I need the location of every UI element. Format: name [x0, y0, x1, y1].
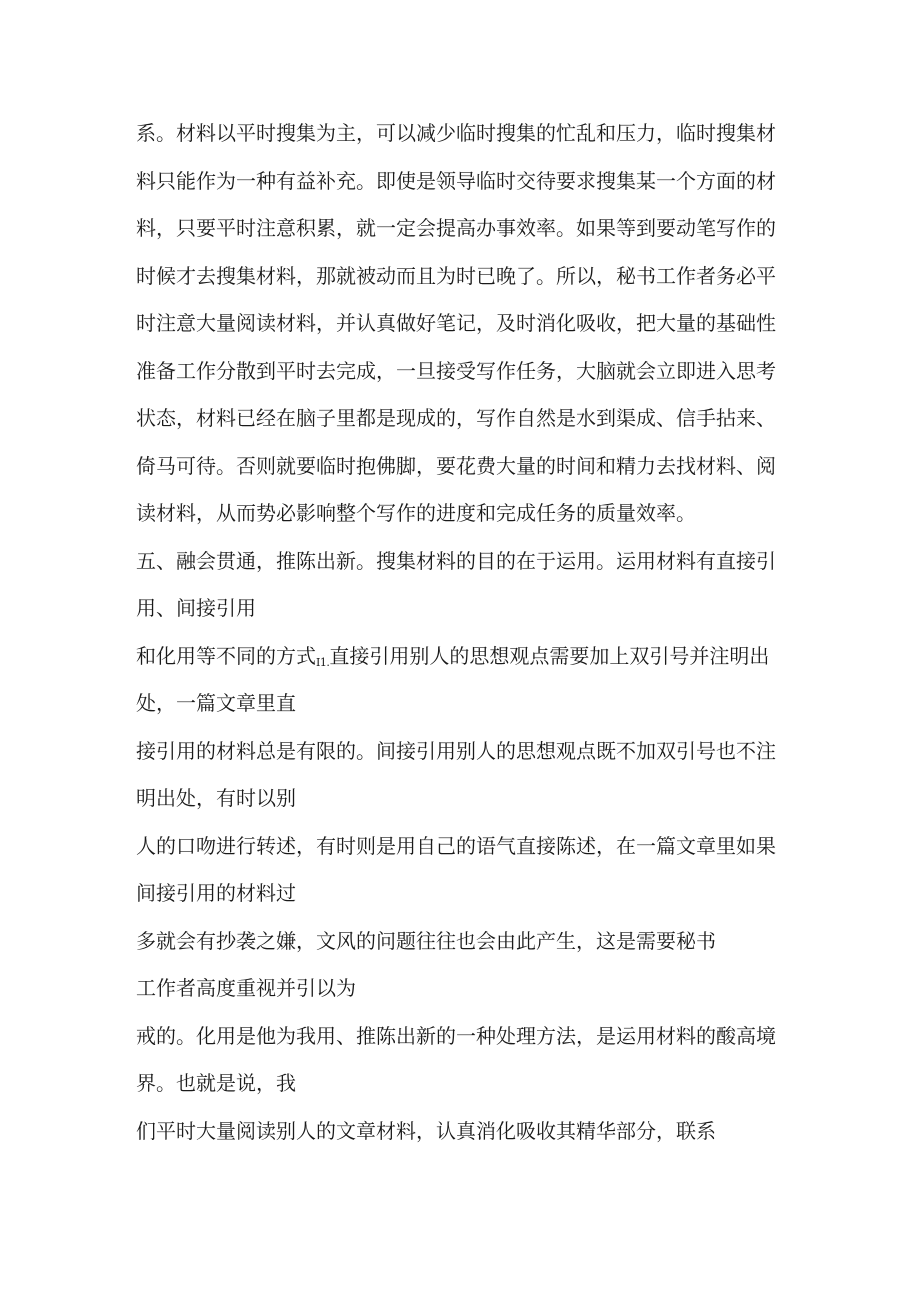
text-line-12-end: 直接引用别人的思想观点需要加上双引号并注明出 [329, 643, 770, 668]
text-line-8: 倚马可待。否则就要临时抱佛脚，要花费大量的时间和精力去找材料、阅 [136, 453, 776, 478]
text-line-16: 人的口吻进行转述，有时则是用自己的语气直接陈述，在一篇文章里如果 [136, 833, 776, 858]
text-line-3: 料，只要平时注意积累，就一定会提高办事效率。如果等到要动笔写作的 [136, 216, 776, 240]
text-line-2: 料只能作为一种有益补充。即使是领导临时交待要求搜集某一个方面的材 [136, 168, 776, 193]
text-line-18: 多就会有抄袭之嫌，文风的问题往往也会由此产生，这是需要秘书 [136, 928, 716, 953]
text-line-12 [136, 633, 796, 681]
text-line-9: 读材料，从而势必影响整个写作的进度和完成任务的质量效率。 [136, 501, 696, 525]
text-line-20: 戒的。化用是他为我用、推陈出新的一种处理方法，是运用材料的酸高境 [136, 1023, 776, 1048]
text-line-12-start: 和化用等不同的方式 [136, 643, 316, 668]
text-line-11: 用、间接引用 [136, 596, 256, 620]
text-line-7: 状态，材料已经在脑子里都是现成的，写作自然是水到渠成、信手拈来、 [136, 406, 776, 430]
text-line-4: 时候才去搜集材料，那就被动而且为时已晚了。所以，秘书工作者务必平 [136, 263, 776, 288]
text-line-14: 接引用的材料总是有限的。间接引用别人的思想观点既不加双引号也不注 [136, 738, 776, 763]
text-line-22: 们平时大量阅读别人的文章材料，认真消化吸收其精华部分，联系 [136, 1118, 716, 1143]
text-line-13: 处，一篇文章里直 [136, 691, 296, 715]
text-line-10: 五、融会贯通，推陈出新。搜集材料的目的在于运用。运用材料有直接引 [136, 548, 776, 573]
footnote-marker: I1. [316, 655, 330, 669]
text-line-5: 时注意大量阅读材料，并认真做好笔记，及时消化吸收，把大量的基础性 [136, 311, 776, 335]
text-line-15: 明出处，有时以别 [136, 786, 296, 810]
text-line-21: 界。也就是说，我 [136, 1071, 296, 1095]
text-line-6: 准备工作分散到平时去完成，一旦接受写作任务，大脑就会立即进入思考 [136, 358, 776, 383]
body-text [136, 110, 796, 1155]
text-line-17: 间接引用的材料过 [136, 881, 296, 905]
text-line-1: 系。材料以平时搜集为主，可以减少临时搜集的忙乱和压力，临时搜集材 [136, 121, 776, 145]
text-line-19: 工作者高度重视并引以为 [136, 976, 356, 1000]
